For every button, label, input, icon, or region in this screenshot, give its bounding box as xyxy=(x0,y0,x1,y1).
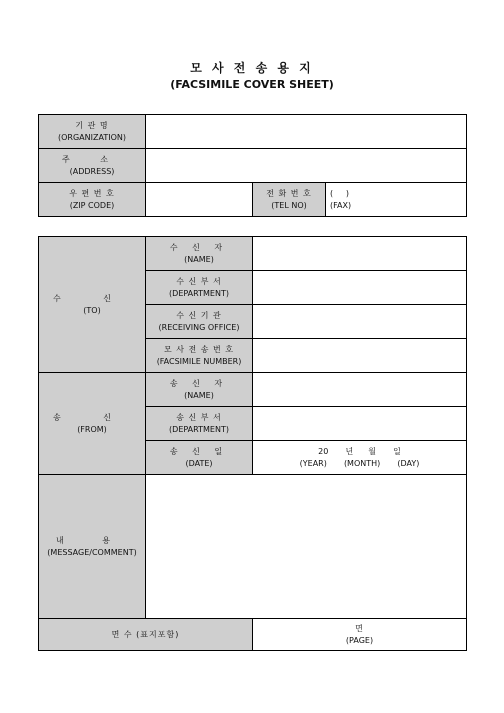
from-name-field[interactable] xyxy=(253,373,467,407)
tel-fax-field[interactable]: ( ) (FAX) xyxy=(326,183,467,217)
from-department-field[interactable] xyxy=(253,407,467,441)
to-name-field[interactable] xyxy=(253,237,467,271)
from-date-field[interactable] xyxy=(253,441,467,475)
date-year-en: (YEAR) xyxy=(299,458,327,468)
zip-code-label: 우 편 번 호 (ZIP CODE) xyxy=(39,183,146,217)
transmission-table xyxy=(38,236,467,651)
message-field[interactable] xyxy=(146,475,467,619)
page-count-field[interactable]: 면 (PAGE) xyxy=(253,619,467,651)
zip-code-field[interactable] xyxy=(146,183,253,217)
organization-field[interactable] xyxy=(146,115,467,149)
to-office-label: 수 신 기 관 (RECEIVING OFFICE) xyxy=(146,305,253,339)
form-title-korean: 모 사 전 송 용 지 xyxy=(190,61,314,75)
address-label: 주 소 (ADDRESS) xyxy=(39,149,146,183)
address-field[interactable] xyxy=(146,149,467,183)
to-section-label: 수 신 (TO) xyxy=(39,237,146,373)
date-month-en: (MONTH) xyxy=(343,458,381,468)
date-year-ko: 년 xyxy=(345,446,354,456)
from-department-label: 송 신 부 서 (DEPARTMENT) xyxy=(146,407,253,441)
message-label: 내 용 (MESSAGE/COMMENT) xyxy=(39,475,146,619)
from-date-label: 송 신 일 (DATE) xyxy=(146,441,253,475)
date-day-ko: 일 xyxy=(393,446,401,456)
tel-label: 전 화 번 호 (TEL NO) xyxy=(253,183,326,217)
to-department-field[interactable] xyxy=(253,271,467,305)
date-day-en: (DAY) xyxy=(397,458,420,468)
to-department-label: 수 신 부 서 (DEPARTMENT) xyxy=(146,271,253,305)
page-count-label: 면 수 (표지포함) xyxy=(39,619,253,651)
from-section-label: 송 신 (FROM) xyxy=(39,373,146,475)
form-title-english: (FACSIMILE COVER SHEET) xyxy=(170,78,334,91)
date-year-prefix: 20 xyxy=(318,446,329,456)
to-name-label: 수 신 자 (NAME) xyxy=(146,237,253,271)
organization-label: 기 관 명 (ORGANIZATION) xyxy=(39,115,146,149)
to-fax-number-label: 모 사 전 송 번 호 (FACSIMILE NUMBER) xyxy=(146,339,253,373)
from-name-label: 송 신 자 (NAME) xyxy=(146,373,253,407)
to-fax-number-field[interactable] xyxy=(253,339,467,373)
date-month-ko: 월 xyxy=(368,446,376,456)
to-office-field[interactable] xyxy=(253,305,467,339)
header-table xyxy=(38,114,467,217)
